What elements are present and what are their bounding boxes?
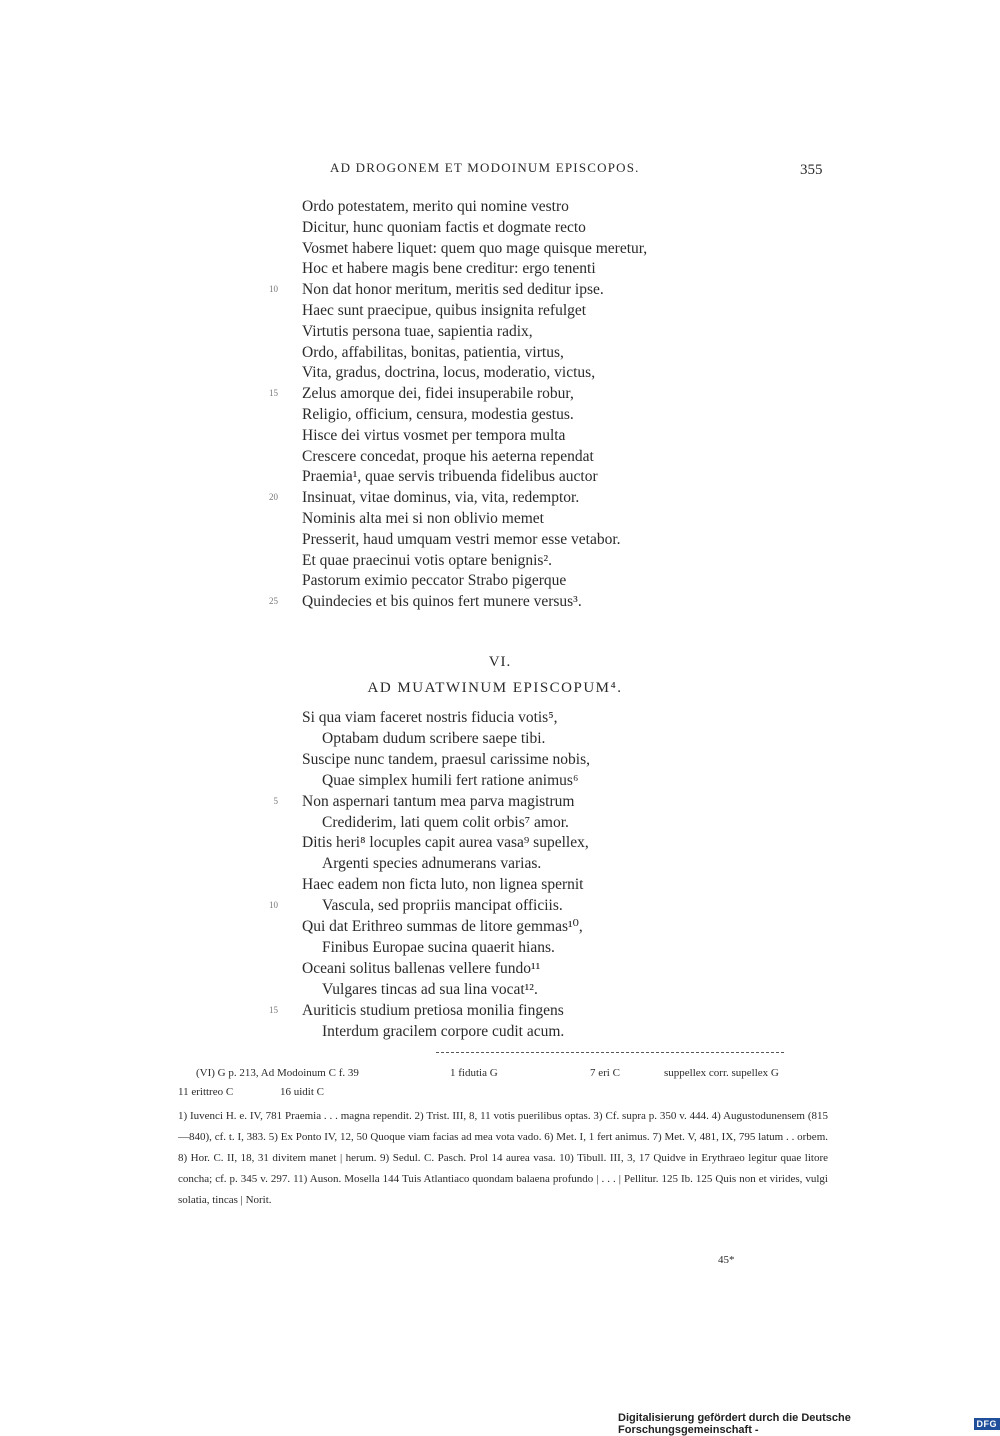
verse-line <box>0 383 1000 404</box>
verse-text: Optabam dudum scribere saepe tibi. <box>322 728 545 749</box>
verse-line <box>0 591 1000 612</box>
verse-line <box>0 279 1000 300</box>
verse-text: Hoc et habere magis bene creditur: ergo tenenti <box>302 258 596 279</box>
verse-text: Pastorum eximio peccator Strabo pigerque <box>302 570 566 591</box>
verse-line <box>0 895 1000 916</box>
verse-line <box>0 874 1000 895</box>
line-number: 15 <box>258 383 278 404</box>
verse-line <box>0 728 1000 749</box>
verse-text: Non aspernari tantum mea parva magistrum <box>302 791 574 812</box>
footnote-divider <box>436 1052 784 1053</box>
verse-line <box>0 832 1000 853</box>
verse-line <box>0 508 1000 529</box>
line-number: 25 <box>258 591 278 612</box>
verse-line <box>0 937 1000 958</box>
verse-text: Qui dat Erithreo summas de litore gemmas¹⁰, <box>302 916 583 937</box>
verse-text: Nominis alta mei si non oblivio memet <box>302 508 544 529</box>
verse-line <box>0 958 1000 979</box>
verse-text: Hisce dei virtus vosmet per tempora multa <box>302 425 565 446</box>
apparatus-sources: (VI) G p. 213, Ad Modoinum C f. 39 <box>196 1064 359 1083</box>
verse-text: Haec sunt praecipue, quibus insignita refulget <box>302 300 586 321</box>
verse-line <box>0 749 1000 770</box>
verse-line <box>0 550 1000 571</box>
page-header <box>0 160 1000 180</box>
verse-line <box>0 362 1000 383</box>
section-title: AD MUATWINUM EPISCOPUM⁴. <box>300 680 690 697</box>
verse-line <box>0 570 1000 591</box>
verse-text: Vulgares tincas ad sua lina vocat¹². <box>322 979 538 1000</box>
apparatus-note: 16 uidit C <box>280 1083 324 1102</box>
verse-text: Crescere concedat, proque his aeterna rependat <box>302 446 594 467</box>
verse-line <box>0 342 1000 363</box>
verse-line <box>0 196 1000 217</box>
line-number: 10 <box>258 279 278 300</box>
verse-line <box>0 770 1000 791</box>
apparatus-note: 7 eri C <box>590 1064 620 1083</box>
critical-apparatus <box>178 1064 830 1102</box>
running-title: AD DROGONEM ET MODOINUM EPISCOPOS. <box>330 160 640 176</box>
verse-text: Interdum gracilem corpore cudit acum. <box>322 1021 564 1042</box>
verse-line <box>0 812 1000 833</box>
verse-text: Vosmet habere liquet: quem quo mage quisque meretur, <box>302 238 647 259</box>
line-number: 5 <box>258 791 278 812</box>
verse-text: Auriticis studium pretiosa monilia fingens <box>302 1000 564 1021</box>
verse-text: Vascula, sed propriis mancipat officiis. <box>322 895 563 916</box>
verse-line <box>0 300 1000 321</box>
verse-line <box>0 425 1000 446</box>
line-number: 20 <box>258 487 278 508</box>
verse-text: Insinuat, vitae dominus, via, vita, redemptor. <box>302 487 579 508</box>
verse-text: Crediderim, lati quem colit orbis⁷ amor. <box>322 812 569 833</box>
verse-text: Quae simplex humili fert ratione animus⁶ <box>322 770 578 791</box>
verse-text: Virtutis persona tuae, sapientia radix, <box>302 321 533 342</box>
apparatus-note: 11 erittreo C <box>178 1083 233 1102</box>
verse-text: Quindecies et bis quinos fert munere versus³. <box>302 591 582 612</box>
verse-line <box>0 979 1000 1000</box>
verse-text: Zelus amorque dei, fidei insuperabile robur, <box>302 383 574 404</box>
verse-line <box>0 466 1000 487</box>
verse-line <box>0 916 1000 937</box>
apparatus-note: suppellex corr. supellex G <box>664 1064 779 1083</box>
verse-line <box>0 258 1000 279</box>
verse-text: Suscipe nunc tandem, praesul carissime nobis, <box>302 749 590 770</box>
verse-line <box>0 487 1000 508</box>
verse-text: Et quae praecinui votis optare benignis². <box>302 550 552 571</box>
verse-line <box>0 1021 1000 1042</box>
verse-text: Ordo, affabilitas, bonitas, patientia, virtus, <box>302 342 564 363</box>
credit-text: Digitalisierung gefördert durch die Deutsche Forschungsgemeinschaft - <box>618 1412 971 1436</box>
verse-text: Vita, gradus, doctrina, locus, moderatio, victus, <box>302 362 595 383</box>
line-number: 10 <box>258 895 278 916</box>
page-number: 355 <box>800 162 823 179</box>
verse-line <box>0 707 1000 728</box>
verse-text: Oceani solitus ballenas vellere fundo¹¹ <box>302 958 540 979</box>
verse-line <box>0 446 1000 467</box>
digitization-credit <box>618 1417 1000 1431</box>
verse-text: Non dat honor meritum, meritis sed deditur ipse. <box>302 279 604 300</box>
line-number: 15 <box>258 1000 278 1021</box>
verse-line <box>0 529 1000 550</box>
section-number: VI. <box>470 654 530 671</box>
verse-text: Finibus Europae sucina quaerit hians. <box>322 937 555 958</box>
verse-text: Haec eadem non ficta luto, non lignea spernit <box>302 874 583 895</box>
verse-line <box>0 853 1000 874</box>
dfg-logo: DFG <box>974 1418 1000 1430</box>
verse-text: Argenti species adnumerans varias. <box>322 853 541 874</box>
verse-text: Religio, officium, censura, modestia gestus. <box>302 404 574 425</box>
sheet-signature: 45* <box>718 1254 735 1266</box>
verse-text: Presserit, haud umquam vestri memor esse vetabor. <box>302 529 621 550</box>
verse-line <box>0 321 1000 342</box>
verse-line <box>0 1000 1000 1021</box>
verse-line <box>0 217 1000 238</box>
apparatus-note: 1 fidutia G <box>450 1064 498 1083</box>
verse-text: Si qua viam faceret nostris fiducia votis⁵, <box>302 707 558 728</box>
verse-text: Praemia¹, quae servis tribuenda fidelibus auctor <box>302 466 598 487</box>
verse-line <box>0 791 1000 812</box>
verse-text: Ditis heri⁸ locuples capit aurea vasa⁹ supellex, <box>302 832 589 853</box>
verse-line <box>0 404 1000 425</box>
verse-line <box>0 238 1000 259</box>
verse-text: Ordo potestatem, merito qui nomine vestro <box>302 196 569 217</box>
verse-text: Dicitur, hunc quoniam factis et dogmate recto <box>302 217 586 238</box>
footnotes: 1) Iuvenci H. e. IV, 781 Praemia . . . magna rependit. 2) Trist. III, 8, 11 votis puerilibus optas. 3) Cf. supra p. 350 v. 444. 4) Augustodunensem (815—840), cf. t. I, 383. 5) Ex Ponto IV, 12, 50 Quoque viam facias ad mea vota vado. 6) Met. I, 1 fert animus. 7) Met. V, 481, IX, 795 latum . . orbem. 8) Hor. C. II, 18, 31 divitem manet | herum. 9) Sedul. C. Pasch. Prol 14 aurea vasa. 10) Tibull. III, 3, 17 Quidve in Erythraeo legitur quae litore concha; cf. p. 345 v. 297. 11) Auson. Mosella 144 Tuis Atlantiaco quondam balaena profundo | . . . | Pellitur. 125 Ib. 125 Quis non et virides, vulgi solatia, tincas | Norit. <box>178 1106 828 1211</box>
